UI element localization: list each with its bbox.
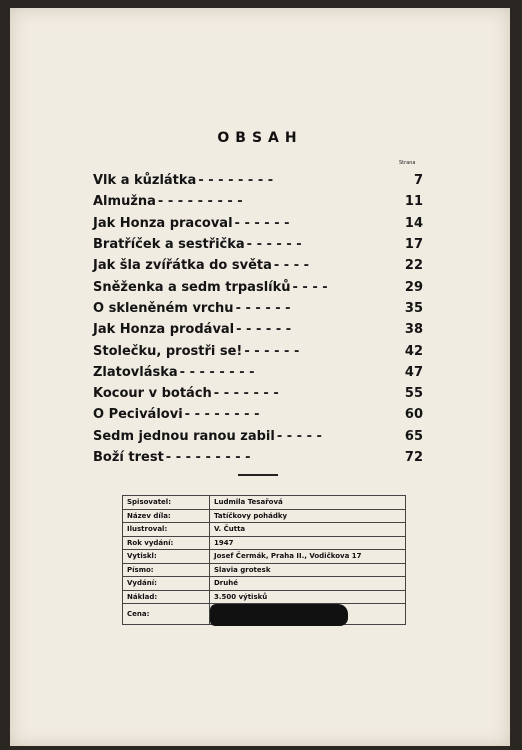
toc-leader: - - - - - - - [213,386,279,402]
toc-entry-title: Boží trest [93,450,164,465]
toc-leader: - - - - - - [236,322,292,338]
toc-entry-page: 35 [404,300,423,316]
toc-entry-title: Stolečku, prostři se! [93,343,243,359]
toc-entry [93,426,423,447]
toc-entry-title: O skleněném vrchu [93,300,234,316]
toc-entry [93,276,423,297]
colophon-label: Rok vydání: [123,536,210,550]
toc-leader: - - - - - - [235,300,291,316]
toc-entry [93,404,423,425]
colophon-value: Slavia grotesk [210,563,406,577]
toc-entry-page: 65 [404,428,423,444]
toc-entry-title: Bratříček a sestřička [93,237,245,253]
book-page [10,8,510,746]
toc-entry-title: Vlk a kůzlátka [93,173,197,189]
colophon-label: Písmo: [123,563,210,577]
colophon-value: V. Čutta [210,523,406,537]
table-row [123,496,406,510]
toc-entry [93,255,423,276]
toc-entry-page: 47 [404,364,423,380]
toc-entry-title: Jak Honza prodával [93,322,235,338]
table-row [123,563,406,577]
toc-entry [93,319,423,340]
toc-entry-page: 55 [404,386,423,402]
colophon-label: Náklad: [123,590,210,604]
colophon-label: Cena: [123,604,210,625]
toc-entry [93,191,423,212]
toc-entry [93,383,423,404]
toc-entry [93,340,423,361]
toc-entry [93,170,423,191]
toc-leader: - - - - - - - - - [165,450,251,465]
table-row [123,509,406,523]
table-row [123,590,406,604]
toc-entry-page: 14 [404,215,423,231]
toc-entry-title: Sedm jednou ranou zabil [93,428,275,444]
toc-entry [93,447,423,468]
table-row [123,536,406,550]
table-row [123,550,406,564]
toc-entry-page: 60 [404,407,423,423]
toc-leader: - - - - - - [234,215,290,231]
toc-entry [93,234,423,255]
toc-leader: - - - - - - - - [179,364,255,380]
toc-entry-page: 72 [404,450,423,465]
toc-entry [93,213,423,234]
toc-entry-page: 42 [404,343,423,359]
toc-leader: - - - - - - - - [184,407,260,423]
page-title: OBSAH [217,130,303,146]
toc-leader: - - - - - - - - [198,173,274,189]
colophon-value: Ludmila Tesařová [210,496,406,510]
colophon-value: Druhé [210,577,406,591]
colophon-value: Josef Čermák, Praha II., Vodičkova 17 [210,550,406,564]
colophon-label: Ilustroval: [123,523,210,537]
toc-leader: - - - - - - [244,343,300,359]
table-row [123,577,406,591]
colophon-value: Tatíčkovy pohádky [210,509,406,523]
toc-leader: - - - - - [276,428,322,444]
colophon-value: 1947 [210,536,406,550]
toc-entry-page: 22 [404,258,423,274]
toc-entry-title: Almužna [93,194,156,210]
toc-leader: - - - - [292,279,328,295]
colophon-value: 3.500 výtisků [210,590,406,604]
redaction-mark [210,604,348,626]
toc-entry-title: Jak Honza pracoval [93,215,233,231]
colophon-label: Vydání: [123,577,210,591]
toc-entry-page: 7 [413,173,423,189]
toc-entry [93,298,423,319]
table-of-contents [93,170,423,468]
toc-entry-page: 11 [404,194,423,210]
toc-entry-title: Jak šla zvířátka do světa [93,258,272,274]
table-row [123,523,406,537]
toc-entry-page: 17 [404,237,423,253]
toc-entry-page: 29 [404,279,423,295]
toc-entry-title: Kocour v botách [93,386,212,402]
toc-entry [93,362,423,383]
colophon-label: Název díla: [123,509,210,523]
toc-leader: - - - - - - [246,237,302,253]
page-column-header: Strana [399,160,416,166]
toc-entry-title: Sněženka a sedm trpaslíků [93,279,291,295]
colophon-label: Spisovatel: [123,496,210,510]
toc-entry-page: 38 [404,322,423,338]
toc-leader: - - - - [273,258,310,274]
toc-entry-title: O Peciválovi [93,407,183,423]
toc-entry-title: Zlatovláska [93,364,178,380]
toc-leader: - - - - - - - - - [157,194,243,210]
colophon-label: Vytiskl: [123,550,210,564]
divider-rule [238,474,278,476]
